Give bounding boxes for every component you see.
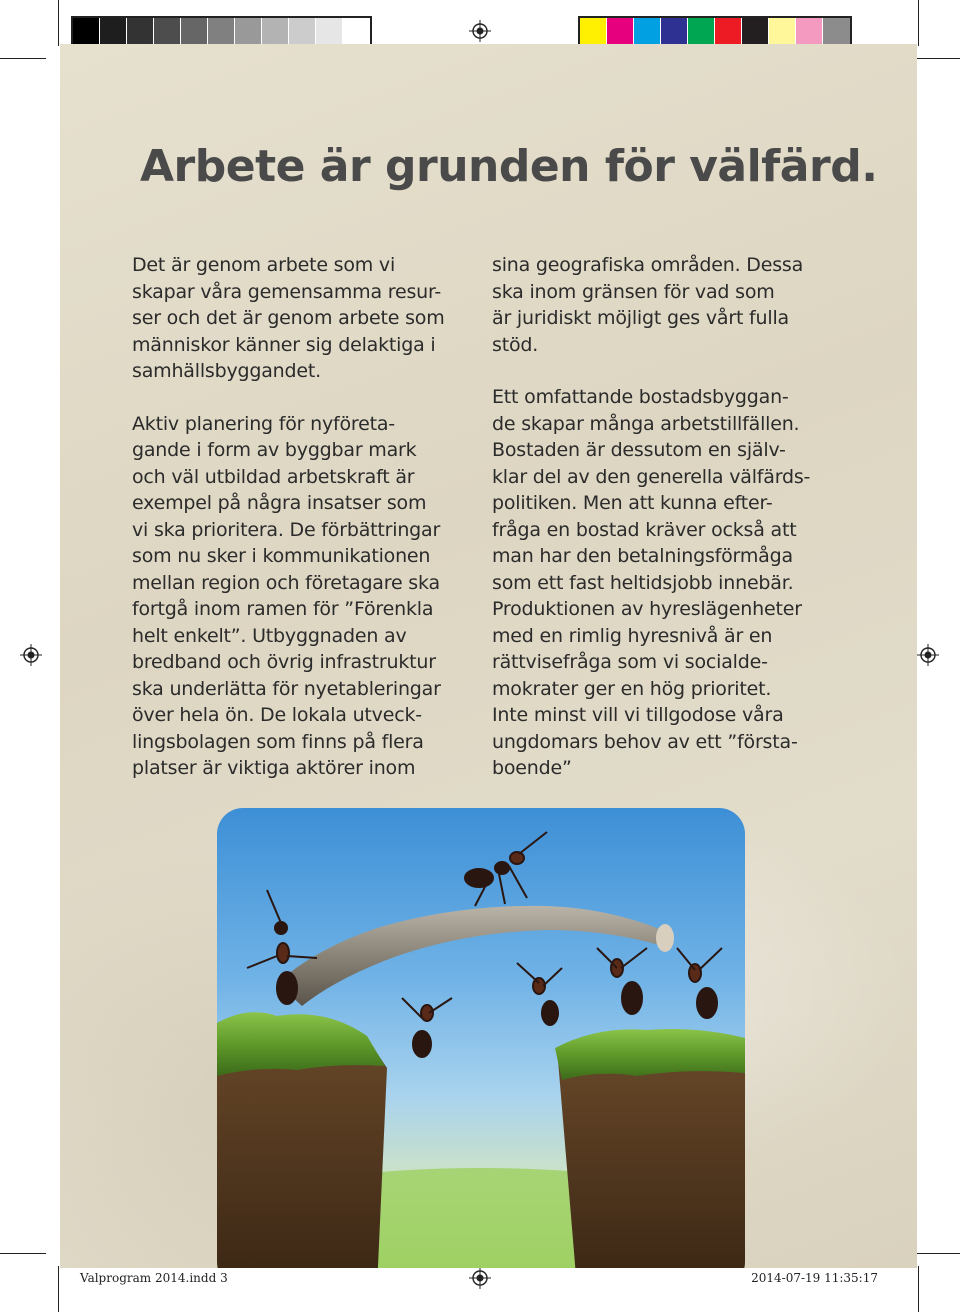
text-line: skapar våra gemensamma resur-: [132, 280, 442, 303]
ants-bridge-photo: [217, 808, 745, 1268]
color-swatch: [742, 18, 769, 44]
text-line: lingsbolagen som finns på flera: [132, 730, 424, 753]
crop-mark: [914, 1253, 960, 1254]
registration-mark-icon: [917, 644, 939, 666]
registration-mark-icon: [469, 20, 491, 42]
text-line: med en rimlig hyresnivå är en: [492, 624, 773, 647]
gray-color-bar: [71, 16, 372, 46]
crop-mark: [58, 1266, 59, 1312]
text-line: gande i form av byggbar mark: [132, 439, 417, 461]
text-line: är juridiskt möjligt ges vårt fulla: [492, 307, 789, 329]
text-line: sina geografiska områden. Dessa: [492, 254, 804, 276]
text-line: mokrater ger en hög prioritet.: [492, 677, 772, 700]
text-line: Bostaden är dessutom en själv-: [492, 439, 786, 461]
text-line: man har den betalningsförmåga: [492, 545, 793, 567]
text-line: ungdomars behov av ett ”första-: [492, 730, 798, 753]
color-swatch: [607, 18, 634, 44]
registration-mark-icon: [20, 644, 42, 666]
color-swatch: [580, 18, 607, 44]
footer-filename: Valprogram 2014.indd 3: [80, 1271, 228, 1285]
crop-mark: [918, 1266, 919, 1312]
text-line: samhällsbyggandet.: [132, 360, 321, 382]
color-swatch: [823, 18, 850, 44]
text-line: som nu sker i kommunikationen: [132, 545, 431, 567]
process-color-bar: [578, 16, 852, 46]
color-swatch: [316, 18, 343, 44]
page-sheet: [60, 44, 917, 1268]
text-line: platser är viktiga aktörer inom: [132, 757, 416, 779]
color-swatch: [688, 18, 715, 44]
color-swatch: [100, 18, 127, 44]
color-swatch: [208, 18, 235, 44]
body-paragraph: [132, 411, 477, 782]
text-line: Det är genom arbete som vi: [132, 254, 396, 276]
text-line: fortgå inom ramen för ”Förenkla: [132, 598, 434, 620]
text-line: rättvisefråga som vi socialde-: [492, 651, 768, 673]
text-line: helt enkelt”. Utbyggnaden av: [132, 624, 407, 647]
left-text-column: [132, 252, 477, 808]
footer-timestamp: 2014-07-19 11:35:17: [751, 1271, 878, 1285]
color-swatch: [769, 18, 796, 44]
color-swatch: [289, 18, 316, 44]
text-line: Ett omfattande bostadsbyggan-: [492, 386, 789, 408]
text-line: stöd.: [492, 333, 539, 356]
photo-illustration: [217, 808, 745, 1268]
text-line: ska inom gränsen för vad som: [492, 280, 775, 303]
color-swatch: [343, 18, 370, 44]
body-paragraph: [492, 252, 837, 358]
color-swatch: [262, 18, 289, 44]
text-line: klar del av den generella välfärds-: [492, 465, 811, 488]
text-line: över hela ön. De lokala utveck-: [132, 704, 422, 726]
text-line: politiken. Men att kunna efter-: [492, 492, 773, 514]
text-line: Inte minst vill vi tillgodose våra: [492, 704, 784, 726]
right-text-column: [492, 252, 837, 808]
text-line: boende”: [492, 757, 572, 779]
crop-mark: [0, 58, 46, 59]
text-line: vi ska prioritera. De förbättringar: [132, 518, 441, 541]
page-title: Arbete är grunden för välfärd.: [140, 141, 878, 192]
body-paragraph: [132, 252, 477, 385]
text-line: människor känner sig delaktiga i: [132, 333, 436, 356]
registration-mark-icon: [469, 1267, 491, 1289]
color-swatch: [154, 18, 181, 44]
color-swatch: [634, 18, 661, 44]
color-swatch: [715, 18, 742, 44]
color-swatch: [73, 18, 100, 44]
color-swatch: [235, 18, 262, 44]
text-line: som ett fast heltidsjobb innebär.: [492, 571, 794, 594]
text-line: ser och det är genom arbete som: [132, 307, 445, 329]
color-swatch: [127, 18, 154, 44]
text-line: exempel på några insatser som: [132, 492, 427, 514]
color-swatch: [661, 18, 688, 44]
text-line: ska underlätta för nyetableringar: [132, 677, 441, 700]
text-line: mellan region och företagare ska: [132, 571, 440, 594]
text-line: Produktionen av hyreslägenheter: [492, 598, 802, 620]
text-line: Aktiv planering för nyföreta-: [132, 412, 395, 435]
text-line: och väl utbildad arbetskraft är: [132, 465, 415, 488]
body-paragraph: [492, 384, 837, 782]
text-line: de skapar många arbetstillfällen.: [492, 412, 800, 435]
crop-mark: [918, 0, 919, 46]
color-swatch: [181, 18, 208, 44]
crop-mark: [0, 1253, 46, 1254]
color-swatch: [796, 18, 823, 44]
text-line: fråga en bostad kräver också att: [492, 518, 797, 541]
crop-mark: [58, 0, 59, 46]
text-line: bredband och övrig infrastruktur: [132, 651, 436, 673]
crop-mark: [914, 58, 960, 59]
